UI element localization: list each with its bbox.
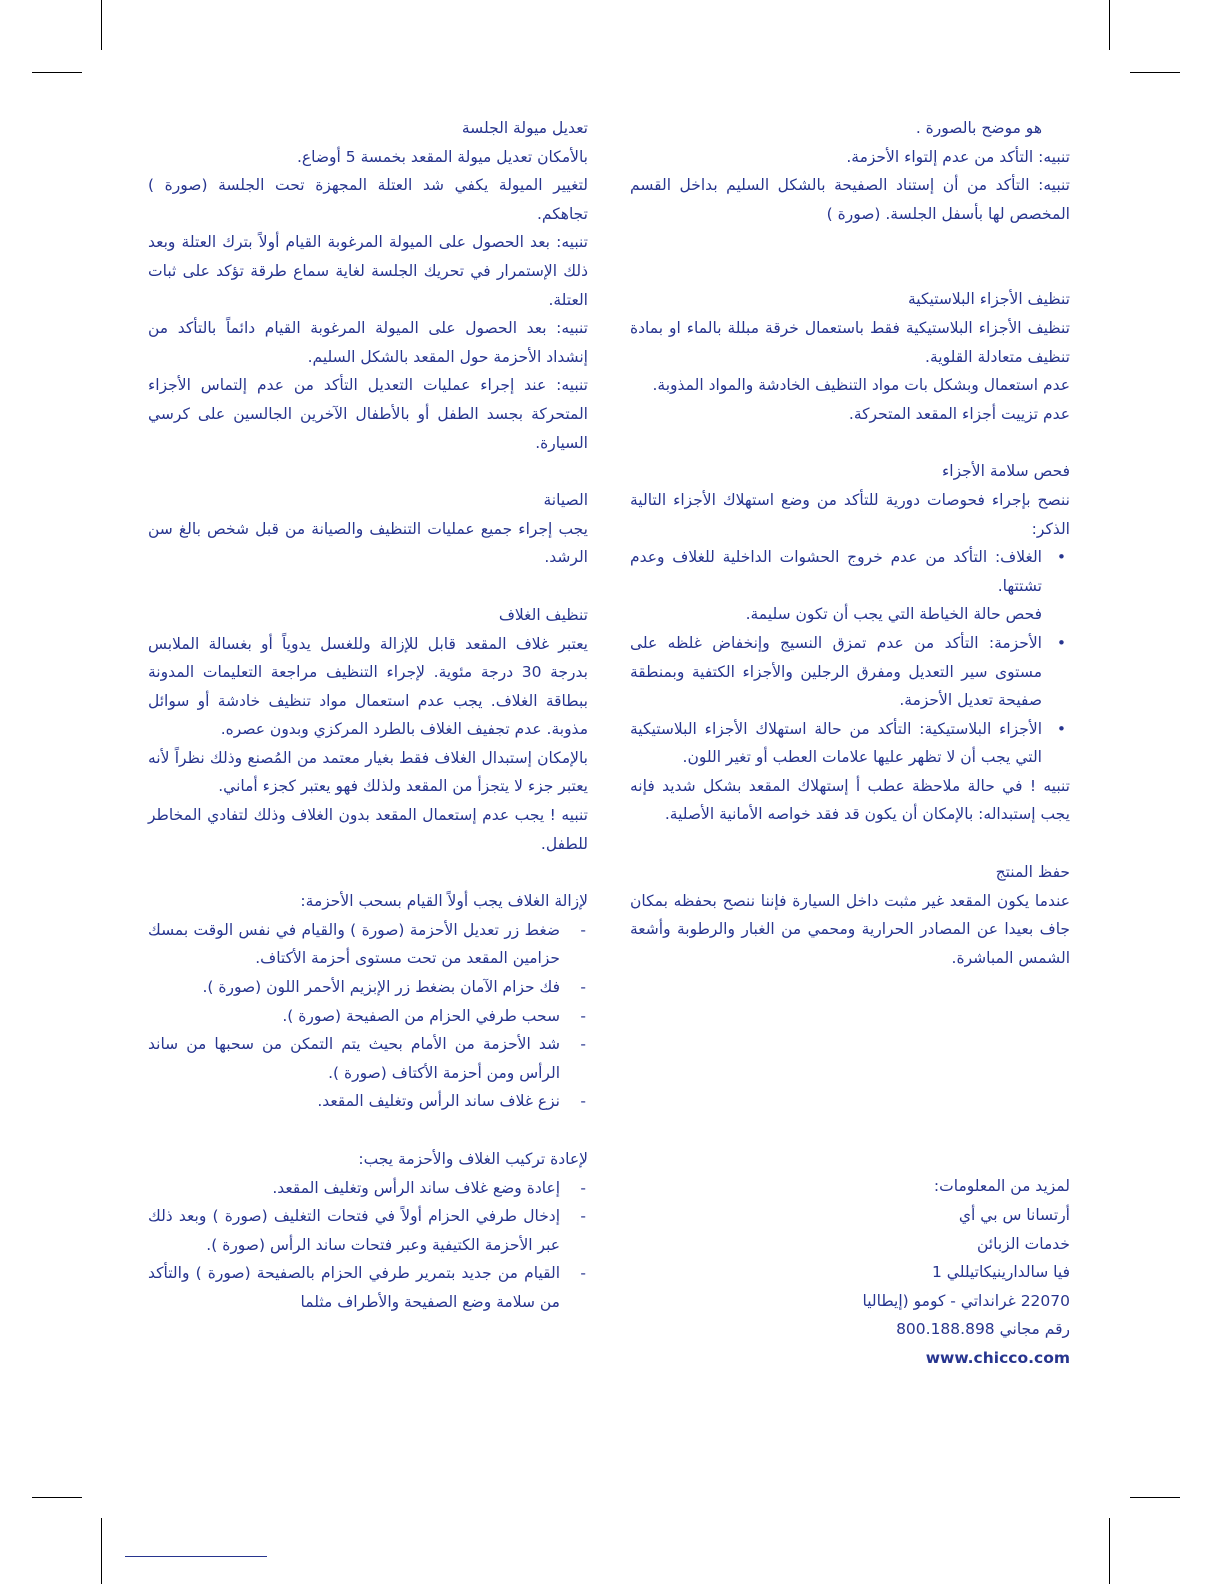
crop-mark (1109, 1518, 1110, 1584)
recline-paragraph: لتغيير الميولة يكفي شد العتلة المجهزة تحت الجلسة (صورة ) تجاهكم. (148, 176, 588, 223)
section-title-remove: لإزالة الغلاف يجب أولاً القيام بسحب الأحزمة: (300, 892, 588, 911)
inspection-stitching: فحص حالة الخياطة التي يجب أن تكون سليمة. (745, 605, 1042, 624)
cover-paragraph: بالإمكان إستبدال الغلاف فقط بغيار معتمد من المُصنع وذلك نظراً لأنه يعتبر جزء لا يتجزأ من المقعد ولذلك فهو يعتبر كجزء أماني. (148, 748, 588, 796)
contact-block (630, 1172, 1070, 1372)
section-title-storage: حفظ المنتج (995, 863, 1070, 882)
section-title-cover: تنظيف الغلاف (498, 605, 588, 624)
footer-rule (125, 1556, 267, 1557)
recline-paragraph: بالأمكان تعديل ميولة المقعد بخمسة 5 أوضاع. (297, 147, 588, 166)
list-item: - إعادة وضع غلاف ساند الرأس وتغليف المقعد. (148, 1174, 560, 1203)
maintenance-paragraph: يجب إجراء جميع عمليات التنظيف والصيانة من قبل شخص بالغ سن الرشد. (148, 519, 588, 567)
section-title-inspection: فحص سلامة الأجزاء (942, 462, 1070, 481)
contact-title: لمزيد من المعلومات: (933, 1177, 1070, 1196)
list-item: • الأحزمة: التأكد من عدم تمزق النسيج وإنخفاض غلظه على مستوى سير التعديل ومفرق الرجلين والأجزاء الكتفية وبمنطقة صفيحة تعديل الأحزمة. (630, 629, 1042, 715)
inspection-list (630, 543, 1070, 600)
list-item: - نزع غلاف ساند الرأس وتغليف المقعد. (148, 1087, 560, 1116)
crop-mark (1109, 0, 1110, 50)
remove-steps-list (148, 916, 588, 1116)
crop-mark (1130, 1497, 1180, 1498)
refit-steps-list (148, 1174, 588, 1317)
crop-mark (1130, 72, 1180, 73)
plastic-paragraph: عدم استعمال وبشكل بات مواد التنظيف الخادشة والمواد المذوبة. (652, 376, 1070, 395)
storage-paragraph: عندما يكون المقعد غير مثبت داخل السيارة فإننا ننصح بحفظه بمكان جاف بعيدا عن المصادر الحرارية ومحمي من الغبار والرطوبة وأشعة الشمس المباشرة. (630, 891, 1070, 967)
crop-mark (101, 0, 102, 50)
crop-mark (32, 1497, 82, 1498)
list-item: - القيام من جديد بتمرير طرفي الحزام بالصفيحة (صورة ) والتأكد من سلامة وضع الصفيحة والأطراف مثلما (148, 1259, 560, 1316)
recline-warning: تنبيه: عند إجراء عمليات التعديل التأكد من عدم إلتماس الأجزاء المتحركة بجسد الطفل أو بالأطفال الآخرين الجالسين على كرسي السيارة. (148, 376, 588, 452)
section-title-recline: تعديل ميولة الجلسة (461, 119, 588, 137)
list-item: - إدخال طرفي الحزام أولاً في فتحات التغليف (صورة ) وبعد ذلك عبر الأحزمة الكتيفية وعبر فتحات ساند الرأس (صورة ). (148, 1202, 560, 1259)
right-column (630, 114, 1070, 1373)
inspection-warning: تنبيه ! في حالة ملاحظة عطب أ إستهلاك المقعد بشكل شديد فإنه يجب إستبداله: بالإمكان أن يكون قد فقد خواصه الأمانية الأصلية. (630, 776, 1070, 824)
contact-company: أرتسانا س بي أي (958, 1206, 1070, 1225)
list-item: - شد الأحزمة من الأمام بحيث يتم التمكن من سحبها من ساند الرأس ومن أحزمة الأكتاف (صورة ). (148, 1030, 560, 1087)
list-item: - فك حزام الآمان بضغط زر الإبزيم الأحمر اللون (صورة ). (148, 973, 560, 1002)
inspection-intro: ننصح بإجراء فحوصات دورية للتأكد من وضع استهلاك الأجزاء التالية الذكر: (630, 490, 1070, 538)
section-title-plastic: تنظيف الأجزاء البلاستيكية (907, 290, 1070, 309)
cover-warning: تنبيه ! يجب عدم إستعمال المقعد بدون الغلاف وذلك لتفادي المخاطر للطفل. (148, 806, 588, 853)
contact-phone: رقم مجاني 800.188.898 (896, 1320, 1070, 1339)
intro-line: هو موضح بالصورة . (915, 119, 1042, 137)
cover-paragraph: يعتبر غلاف المقعد قابل للإزالة وللغسل يدوياً أو بغسالة الملابس بدرجة 30 درجة مئوية. لإجراء التنظيف مراجعة التعليمات المدونة ببطاقة الغلاف. يجب عدم استعمال مواد تنظيف خادشة أو سوائل مذوبة. عدم تجفيف الغلاف بالطرد المركزي وبدون عصره. (148, 634, 588, 739)
crop-mark (101, 1518, 102, 1584)
list-item: - سحب طرفي الحزام من الصفيحة (صورة ). (148, 1002, 560, 1031)
section-title-maintenance: الصيانة (543, 491, 588, 510)
contact-department: خدمات الزبائن (977, 1234, 1070, 1253)
crop-mark (32, 72, 82, 73)
plastic-paragraph: تنظيف الأجزاء البلاستيكية فقط باستعمال خرقة مبللة بالماء او بمادة تنظيف متعادلة القلوية. (630, 318, 1070, 366)
warning-plate-rest: تنبيه: التأكد من أن إستناد الصفيحة بالشكل السليم بداخل القسم المخصص لها بأسفل الجلسة. (صورة ) (630, 176, 1070, 223)
list-item: • الأجزاء البلاستيكية: التأكد من حالة استهلاك الأجزاء البلاستيكية التي يجب أن لا تظهر عليها علامات العطب أو تغير اللون. (630, 715, 1042, 772)
list-item: • الغلاف: التأكد من عدم خروج الحشوات الداخلية للغلاف وعدم تشتتها. (630, 543, 1042, 600)
recline-warning: تنبيه: بعد الحصول على الميولة المرغوبة القيام أولاً بترك العتلة وبعد ذلك الإستمرار في تحريك الجلسة لغاية سماع طرقة تؤكد على ثبات العتلة. (148, 233, 588, 309)
plastic-paragraph: عدم تزييت أجزاء المقعد المتحركة. (848, 404, 1070, 423)
contact-website-link[interactable]: www.chicco.com (925, 1349, 1070, 1367)
recline-warning: تنبيه: بعد الحصول على الميولة المرغوبة القيام دائماً بالتأكد من إنشداد الأحزمة حول المقعد بالشكل السليم. (148, 319, 588, 366)
left-column (148, 114, 588, 1317)
contact-city: 22070 غرانداتي - كومو (إيطاليا (862, 1291, 1070, 1310)
list-item: - ضغط زر تعديل الأحزمة (صورة ) والقيام في نفس الوقت بمسك حزامين المقعد من تحت مستوى أحزمة الأكتاف. (148, 916, 560, 973)
warning-belt-twist: تنبيه: التأكد من عدم إلتواء الأحزمة. (846, 147, 1070, 166)
contact-street: فيا سالدارينيكاتيللي 1 (931, 1263, 1070, 1282)
inspection-list (630, 629, 1070, 772)
section-title-refit: لإعادة تركيب الغلاف والأحزمة يجب: (358, 1150, 588, 1168)
